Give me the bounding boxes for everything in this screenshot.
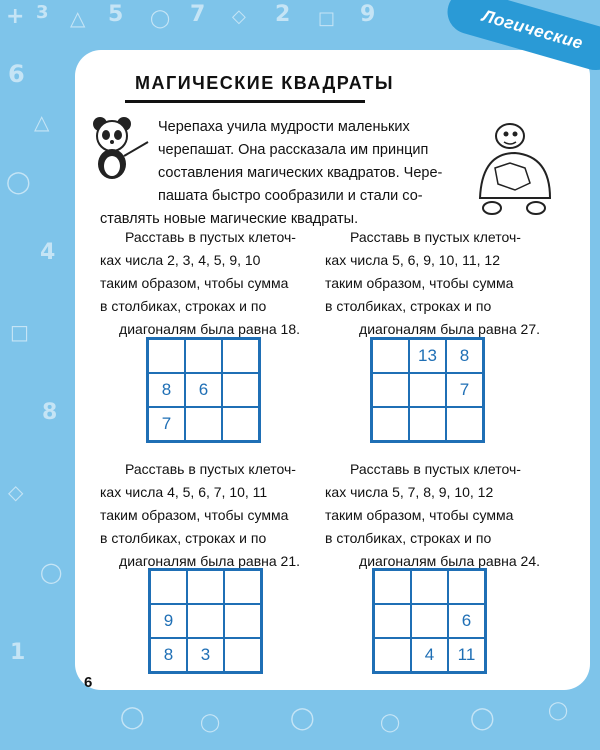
intro-paragraph	[100, 116, 470, 231]
magic-square-cell[interactable]	[187, 604, 224, 638]
decor-symbol: 4	[40, 240, 56, 265]
decor-symbol: ◯	[150, 8, 171, 29]
task-4-text	[325, 458, 540, 573]
decor-symbol: ◯	[548, 700, 569, 721]
magic-square-cell[interactable]: 8	[150, 638, 187, 672]
magic-square-cell[interactable]: 13	[409, 339, 446, 373]
magic-square-cell[interactable]	[224, 604, 261, 638]
magic-square-cell[interactable]	[224, 638, 261, 672]
magic-square-3	[148, 568, 263, 674]
magic-square-cell[interactable]	[446, 407, 483, 441]
magic-square-cell[interactable]	[187, 570, 224, 604]
page-number: 6	[84, 674, 93, 691]
task-line: в столбиках, строках и по	[325, 298, 492, 314]
decor-symbol: △	[70, 6, 86, 30]
decor-symbol: 8	[42, 400, 58, 425]
task-line: таким образом, чтобы сумма	[325, 507, 514, 523]
magic-square-cell[interactable]	[222, 339, 259, 373]
decor-symbol: ◯	[40, 560, 63, 584]
magic-square-cell[interactable]	[409, 373, 446, 407]
intro-line: ставлять новые магические квадраты.	[100, 211, 359, 227]
task-line: Расставь в пустых клеточ-	[125, 461, 296, 477]
magic-square-cell[interactable]: 6	[185, 373, 222, 407]
magic-square-cell[interactable]	[448, 570, 485, 604]
task-2-text	[325, 226, 540, 341]
decor-symbol: 9	[360, 2, 376, 27]
decor-symbol: ◇	[8, 480, 24, 504]
magic-square-cell[interactable]	[374, 604, 411, 638]
decor-symbol: ◯	[470, 706, 495, 731]
task-line: ках числа 4, 5, 6, 7, 10, 11	[100, 484, 268, 500]
decor-symbol: ◇	[232, 6, 246, 27]
task-line: таким образом, чтобы сумма	[325, 275, 514, 291]
magic-square-cell[interactable]	[372, 339, 409, 373]
decor-symbol: ◯	[290, 706, 315, 731]
magic-square-cell[interactable]	[372, 373, 409, 407]
decor-symbol: △	[34, 110, 50, 134]
section-tab-label: Логические	[480, 6, 586, 53]
magic-square-cell[interactable]: 6	[448, 604, 485, 638]
task-line: диагоналям была равна 21.	[119, 553, 300, 569]
task-line: в столбиках, строках и по	[100, 530, 267, 546]
magic-square-cell[interactable]	[372, 407, 409, 441]
magic-square-cell[interactable]: 4	[411, 638, 448, 672]
magic-square-2	[370, 337, 485, 443]
decor-symbol: 1	[10, 640, 26, 665]
magic-square-cell[interactable]: 7	[148, 407, 185, 441]
decor-symbol: ◯	[120, 705, 145, 730]
magic-square-cell[interactable]: 8	[446, 339, 483, 373]
task-line: ках числа 5, 7, 8, 9, 10, 12	[325, 484, 494, 500]
decor-symbol: 7	[190, 2, 206, 27]
magic-square-cell[interactable]	[224, 570, 261, 604]
magic-square-cell[interactable]: 3	[187, 638, 224, 672]
intro-line: Черепаха учила мудрости маленьких	[158, 119, 410, 135]
magic-square-cell[interactable]	[409, 407, 446, 441]
task-line: ках числа 5, 6, 9, 10, 11, 12	[325, 252, 500, 268]
task-line: диагоналям была равна 18.	[119, 321, 300, 337]
title-underline	[125, 100, 365, 103]
task-line: Расставь в пустых клеточ-	[350, 229, 521, 245]
magic-square-cell[interactable]	[150, 570, 187, 604]
turtle-illustration	[470, 118, 560, 228]
task-line: таким образом, чтобы сумма	[100, 507, 289, 523]
decor-symbol: ◯	[380, 712, 401, 733]
task-line: в столбиках, строках и по	[325, 530, 492, 546]
task-line: ках числа 2, 3, 4, 5, 9, 10	[100, 252, 261, 268]
intro-line: пашата быстро сообразили и стали со-	[158, 188, 423, 204]
decor-symbol: 2	[275, 2, 291, 27]
task-line: таким образом, чтобы сумма	[100, 275, 289, 291]
magic-square-cell[interactable]	[374, 570, 411, 604]
task-line: в столбиках, строках и по	[100, 298, 267, 314]
decor-symbol: ◯	[6, 170, 31, 195]
magic-square-4	[372, 568, 487, 674]
magic-square-1	[146, 337, 261, 443]
magic-square-cell[interactable]	[185, 407, 222, 441]
magic-square-cell[interactable]	[222, 373, 259, 407]
magic-square-cell[interactable]	[411, 570, 448, 604]
task-1-text	[100, 226, 300, 341]
task-line: Расставь в пустых клеточ-	[125, 229, 296, 245]
decor-symbol: 5	[108, 2, 124, 27]
decor-symbol: □	[318, 8, 336, 29]
intro-line: составления магических квадратов. Чере-	[158, 165, 443, 181]
magic-square-cell[interactable]	[185, 339, 222, 373]
magic-square-cell[interactable]	[374, 638, 411, 672]
decor-symbol: 6	[8, 60, 25, 88]
decor-symbol: +	[6, 4, 25, 29]
magic-square-cell[interactable]: 8	[148, 373, 185, 407]
magic-square-cell[interactable]	[411, 604, 448, 638]
task-line: диагоналям была равна 24.	[359, 553, 540, 569]
magic-square-cell[interactable]	[148, 339, 185, 373]
task-3-text	[100, 458, 300, 573]
intro-line: черепашат. Она рассказала им принцип	[158, 142, 429, 158]
magic-square-cell[interactable]: 9	[150, 604, 187, 638]
task-line: Расставь в пустых клеточ-	[350, 461, 521, 477]
decor-symbol: 3	[36, 2, 49, 23]
page-title: МАГИЧЕСКИЕ КВАДРАТЫ	[135, 73, 394, 93]
decor-symbol: □	[10, 320, 29, 344]
decor-symbol: ◯	[200, 712, 221, 733]
magic-square-cell[interactable]	[222, 407, 259, 441]
magic-square-cell[interactable]: 11	[448, 638, 485, 672]
magic-square-cell[interactable]: 7	[446, 373, 483, 407]
task-line: диагоналям была равна 27.	[359, 321, 540, 337]
